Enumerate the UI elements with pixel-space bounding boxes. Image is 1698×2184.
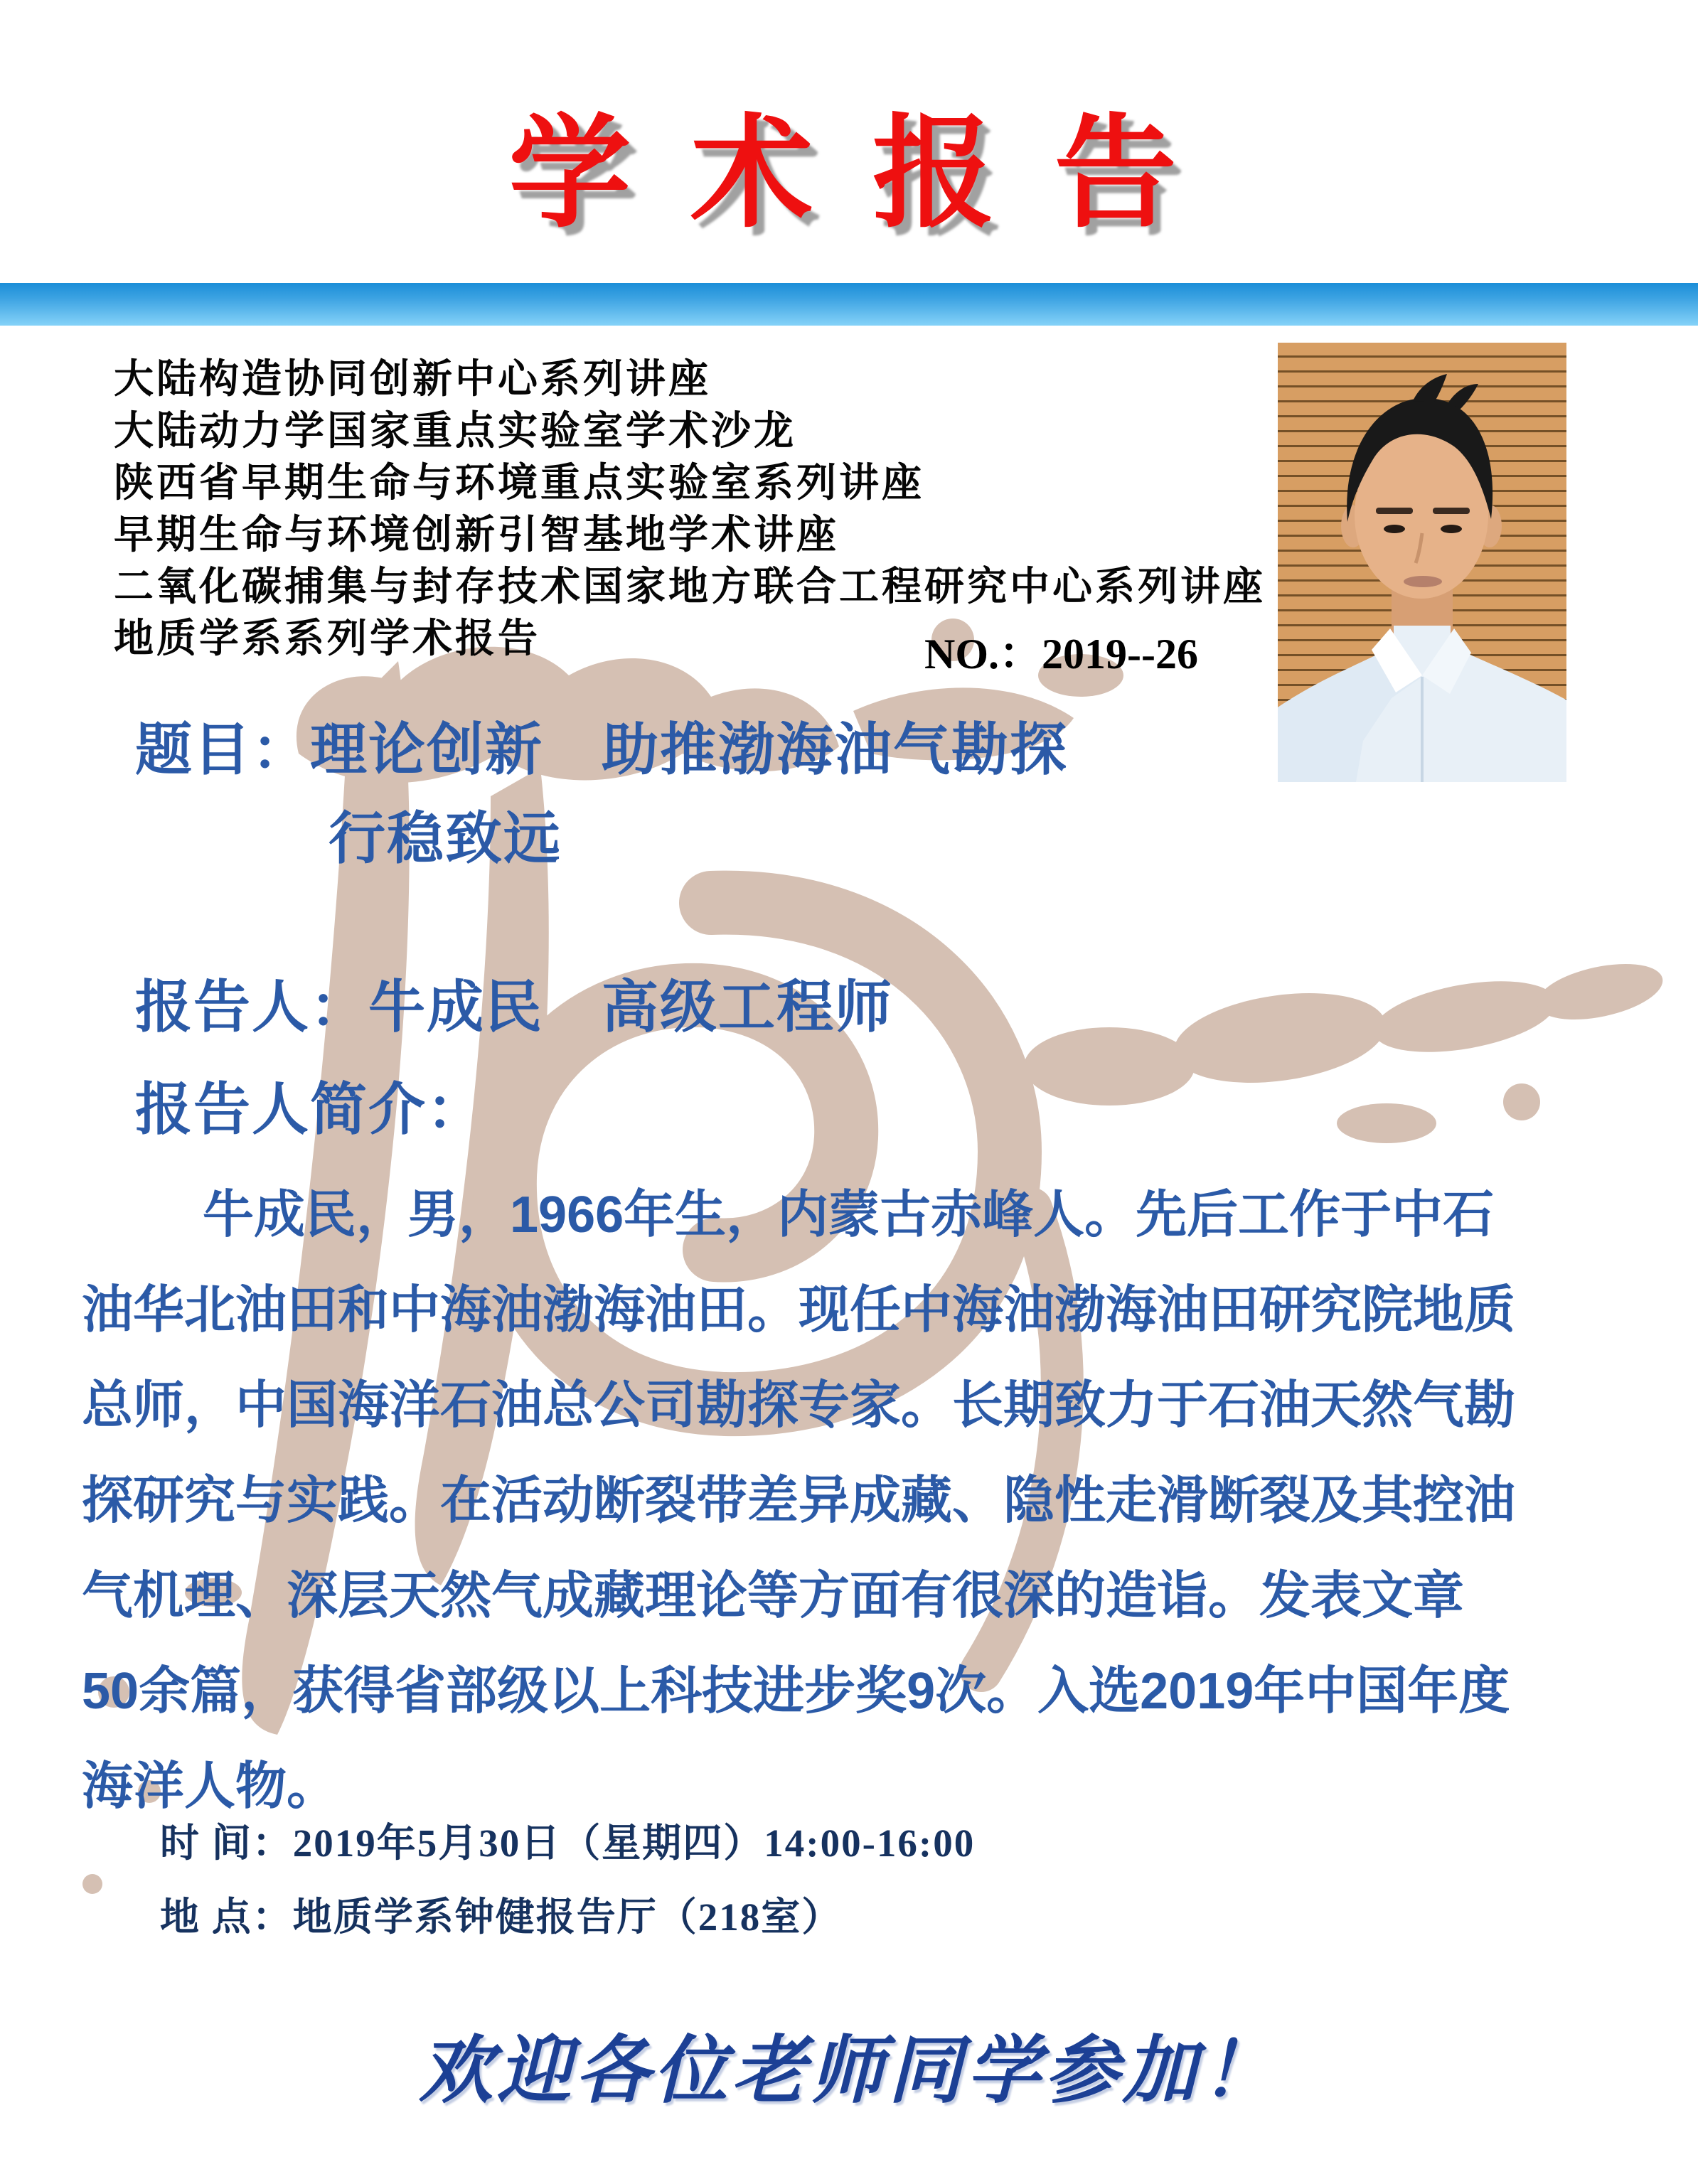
series-item-2: 大陆动力学国家重点实验室学术沙龙 <box>114 410 796 454</box>
welcome-message: 欢迎各位老师同学参加！ <box>418 2030 1279 2112</box>
bio-line: 牛成民，男，1966年生，内蒙古赤峰人。先后工作于中石 <box>203 1187 1495 1243</box>
bio-line: 气机理、深层天然气成藏理论等方面有很深的造诣。发表文章 <box>82 1568 1465 1624</box>
time-line: 时 间：2019年5月30日（星期四）14:00-16:00 <box>160 1821 976 1865</box>
bio-line: 50余篇，获得省部级以上科技进步奖9次。入选2019年中国年度 <box>82 1663 1510 1720</box>
bio-paragraph <box>82 1167 1632 1834</box>
series-item-1: 大陆构造协同创新中心系列讲座 <box>114 358 711 402</box>
speaker-photo <box>1278 343 1566 782</box>
lecture-number: NO.：2019--26 <box>924 631 1198 678</box>
bio-line: 油华北油田和中海油渤海油田。现任中海油渤海油田研究院地质 <box>82 1282 1516 1339</box>
page-title: 学 术 报 告 <box>508 105 1190 242</box>
bio-heading: 报告人简介： <box>135 1078 485 1141</box>
series-item-3: 陕西省早期生命与环境重点实验室系列讲座 <box>114 461 924 505</box>
series-item-6: 地质学系系列学术报告 <box>114 617 540 661</box>
series-item-5: 二氧化碳捕集与封存技术国家地方联合工程研究中心系列讲座 <box>114 565 1266 609</box>
series-item-4: 早期生命与环境创新引智基地学术讲座 <box>114 513 839 557</box>
talk-title-line1: 题目：理论创新 助推渤海油气勘探 <box>135 718 1068 781</box>
bio-line: 探研究与实践。在活动断裂带差异成藏、隐性走滑断裂及其控油 <box>82 1472 1516 1529</box>
series-list <box>114 354 1266 665</box>
speaker-line: 报告人：牛成民 高级工程师 <box>135 975 893 1039</box>
bio-line: 总师，中国海洋石油总公司勘探专家。长期致力于石油天然气勘 <box>82 1377 1516 1434</box>
speaker-portrait-illustration <box>1278 343 1566 782</box>
location-line: 地 点：地质学系钟健报告厅（218室） <box>160 1895 843 1939</box>
banner-divider <box>0 283 1698 326</box>
talk-title-line2: 行稳致远 <box>329 807 562 870</box>
bio-line: 海洋人物。 <box>82 1758 338 1815</box>
